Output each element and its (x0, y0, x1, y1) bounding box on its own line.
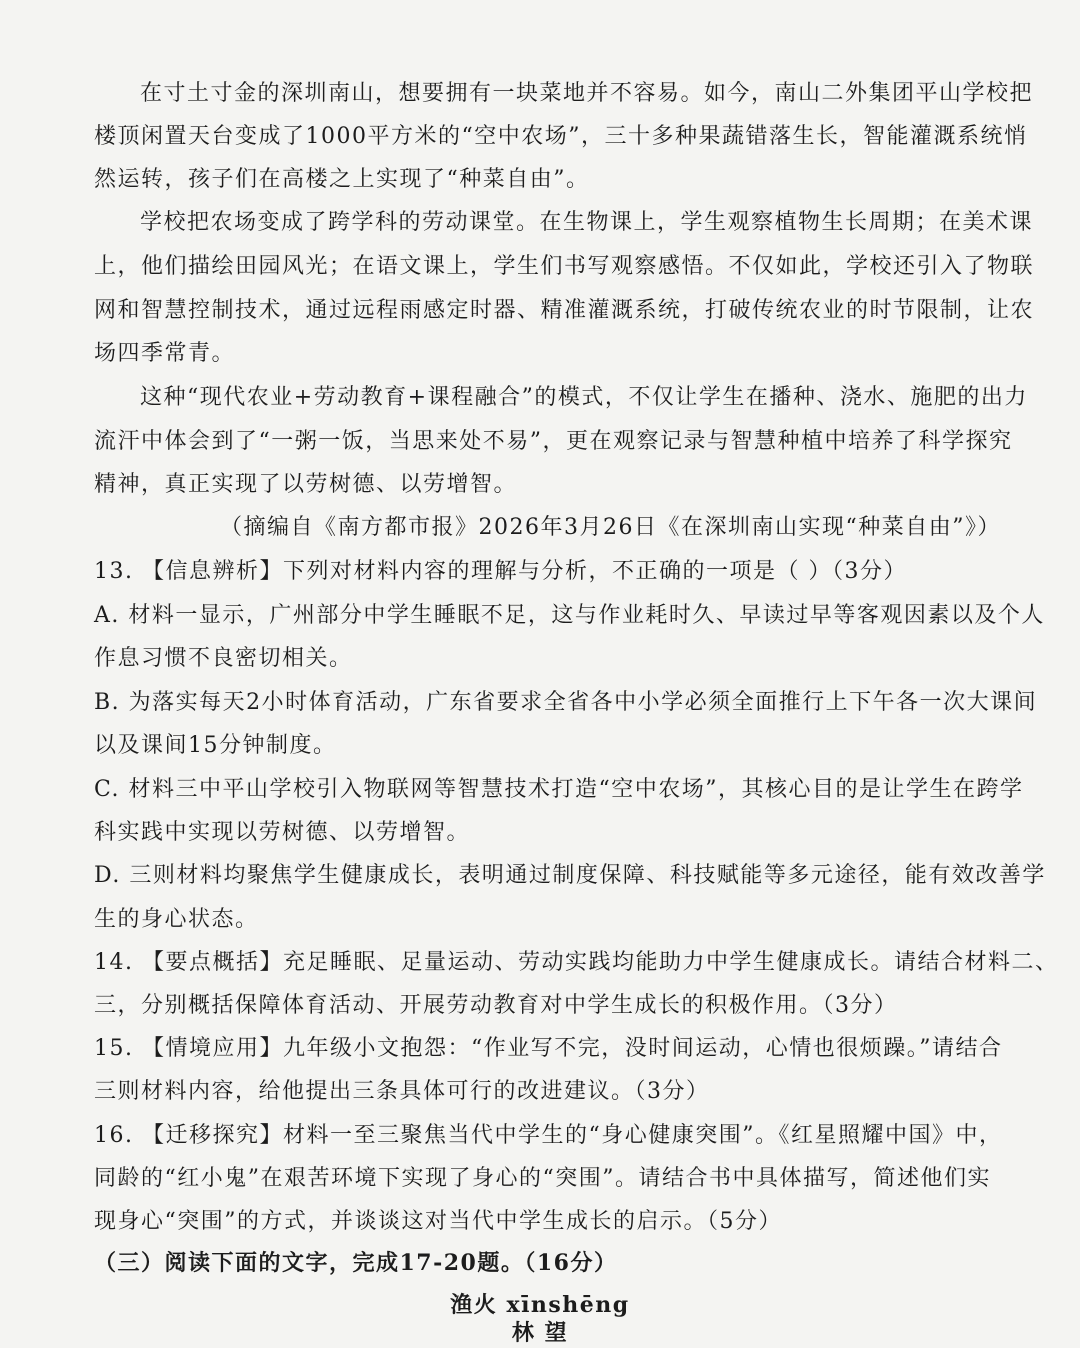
question-13-option-c: C. 材料三中平山学校引入物联网等智慧技术打造“空中农场”，其核心目的是让学生在跨学 (94, 777, 1024, 802)
paragraph-line: 精神，真正实现了以劳树德、以劳增智。 (94, 472, 518, 497)
story-author: 林 望 (511, 1320, 569, 1346)
question-15: 三则材料内容，给他提出三条具体可行的改进建议。（3分） (94, 1079, 710, 1104)
question-16: 16. 【迁移探究】材料一至三聚焦当代中学生的“身心健康突围”。《红星照耀中国》中， (94, 1123, 1003, 1148)
question-13-option-b: B. 为落实每天2小时体育活动，广东省要求全省各中小学必须全面推行上下午各一次大课间 (94, 690, 1038, 715)
paragraph-line: 上，他们描绘田园风光；在语文课上，学生们书写观察感悟。不仅如此，学校还引入了物联 (94, 254, 1035, 279)
question-13-option-d: D. 三则材料均聚焦学生健康成长，表明通过制度保障、科技赋能等多元途径，能有效改善学 (94, 863, 1046, 888)
question-13-option-a: 作息习惯不良密切相关。 (94, 646, 353, 671)
question-14: 14. 【要点概括】充足睡眠、足量运动、劳动实践均能助力中学生健康成长。请结合材料二、 (94, 950, 1059, 975)
paragraph-line: 楼顶闲置天台变成了1000平方米的“空中农场”，三十多种果蔬错落生长，智能灌溉系统悄 (94, 124, 1028, 149)
section-heading: （三）阅读下面的文字，完成17-20题。（16分） (94, 1250, 618, 1276)
question-13-option-a: A. 材料一显示，广州部分中学生睡眠不足，这与作业耗时久、早读过早等客观因素以及个人 (94, 603, 1045, 628)
source-citation: （摘编自《南方都市报》2026年3月26日《在深圳南山实现“种菜自由”》） (220, 515, 1001, 540)
question-13-stem: 13. 【信息辨析】下列对材料内容的理解与分析，不正确的一项是（ ）（3分） (94, 559, 907, 584)
question-15: 15. 【情境应用】九年级小文抱怨：“作业写不完，没时间运动，心情也很烦躁。”请结合 (94, 1036, 1003, 1061)
question-13-option-d: 生的身心状态。 (94, 907, 259, 932)
question-13-option-c: 科实践中实现以劳树德、以劳增智。 (94, 820, 471, 845)
paragraph-line: 流汗中体会到了“一粥一饭，当思来处不易”，更在观察记录与智慧种植中培养了科学探究 (94, 429, 1013, 454)
paragraph-line: 学校把农场变成了跨学科的劳动课堂。在生物课上，学生观察植物生长周期；在美术课 (140, 210, 1034, 235)
paragraph-line: 这种“现代农业+劳动教育+课程融合”的模式，不仅让学生在播种、浇水、施肥的出力 (140, 385, 1028, 410)
question-16: 同龄的“红小鬼”在艰苦环境下实现了身心的“突围”。请结合书中具体描写，简述他们实 (94, 1166, 991, 1191)
paragraph-line: 然运转，孩子们在高楼之上实现了“种菜自由”。 (94, 167, 590, 192)
question-13-option-b: 以及课间15分钟制度。 (94, 733, 337, 758)
question-14: 三，分别概括保障体育活动、开展劳动教育对中学生成长的积极作用。（3分） (94, 993, 898, 1018)
story-title: 渔火 xīnshēng (450, 1292, 630, 1318)
paragraph-line: 在寸土寸金的深圳南山，想要拥有一块菜地并不容易。如今，南山二外集团平山学校把 (140, 81, 1034, 106)
question-16: 现身心“突围”的方式，并谈谈这对当代中学生成长的启示。（5分） (94, 1209, 782, 1234)
paragraph-line: 网和智慧控制技术，通过远程雨感定时器、精准灌溉系统，打破传统农业的时节限制，让农 (94, 298, 1035, 323)
paragraph-line: 场四季常青。 (94, 341, 236, 366)
